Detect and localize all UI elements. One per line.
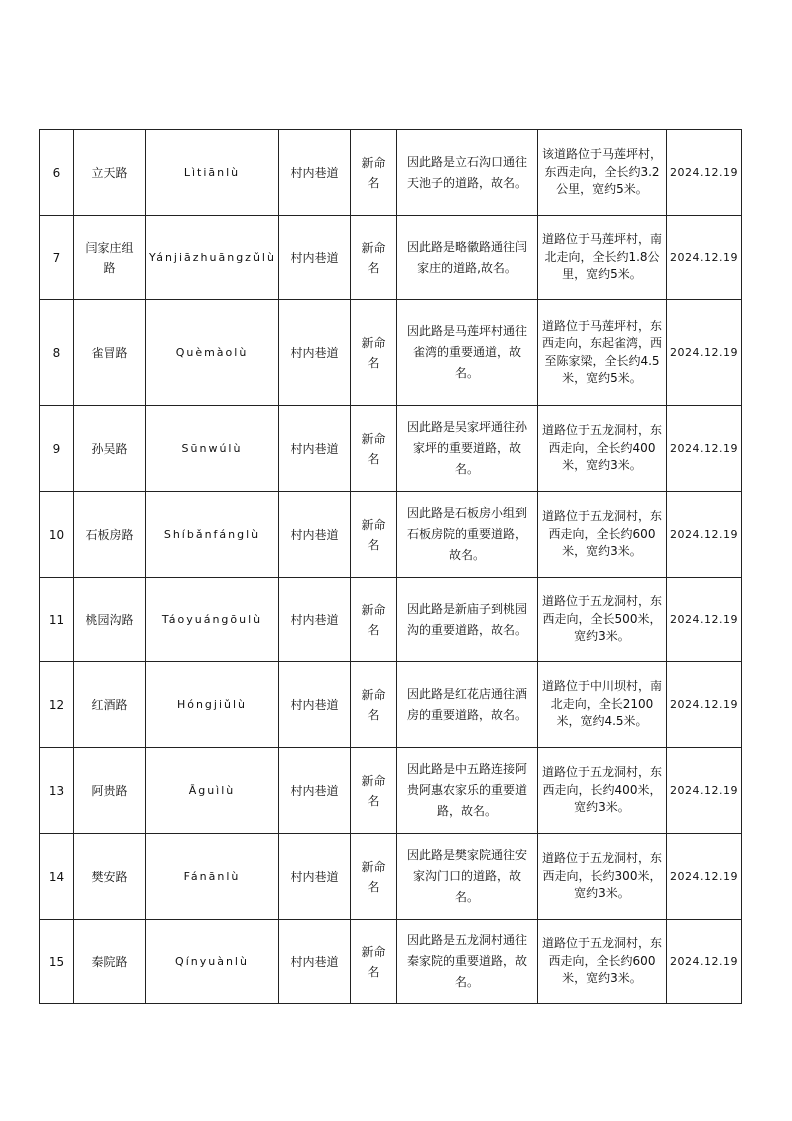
road-name: 立天路 [74, 130, 146, 216]
table-row [40, 492, 742, 578]
table-row [40, 406, 742, 492]
naming-reason: 因此路是新庙子到桃园沟的重要道路，故名。 [397, 578, 538, 662]
road-name: 孙吴路 [74, 406, 146, 492]
road-name: 红酒路 [74, 662, 146, 748]
road-type: 村内巷道 [279, 748, 351, 834]
table-row [40, 834, 742, 920]
road-type: 村内巷道 [279, 834, 351, 920]
row-number: 7 [40, 216, 74, 300]
naming-reason: 因此路是略徽路通往闫家庄的道路,故名。 [397, 216, 538, 300]
road-name: 阿贵路 [74, 748, 146, 834]
table-row [40, 920, 742, 1004]
row-number: 12 [40, 662, 74, 748]
naming-reason: 因此路是立石沟口通往天池子的道路，故名。 [397, 130, 538, 216]
approval-date: 2024.12.19 [667, 662, 742, 748]
row-number: 8 [40, 300, 74, 406]
road-name: 秦院路 [74, 920, 146, 1004]
road-pinyin: Shíbǎnfánglù [146, 492, 279, 578]
road-pinyin: Quèmàolù [146, 300, 279, 406]
road-pinyin: Fánānlù [146, 834, 279, 920]
naming-kind: 新命名 [351, 492, 397, 578]
road-location: 该道路位于马莲坪村，东西走向，全长约3.2公里，宽约5米。 [538, 130, 667, 216]
road-pinyin: Āguìlù [146, 748, 279, 834]
naming-kind: 新命名 [351, 216, 397, 300]
road-name: 桃园沟路 [74, 578, 146, 662]
row-number: 14 [40, 834, 74, 920]
table-row [40, 130, 742, 216]
approval-date: 2024.12.19 [667, 130, 742, 216]
approval-date: 2024.12.19 [667, 920, 742, 1004]
road-type: 村内巷道 [279, 300, 351, 406]
road-location: 道路位于五龙洞村，东西走向，全长约600米，宽约3米。 [538, 920, 667, 1004]
approval-date: 2024.12.19 [667, 300, 742, 406]
road-pinyin: Qínyuànlù [146, 920, 279, 1004]
naming-reason: 因此路是中五路连接阿贵阿惠农家乐的重要道路，故名。 [397, 748, 538, 834]
row-number: 11 [40, 578, 74, 662]
road-name: 樊安路 [74, 834, 146, 920]
road-location: 道路位于中川坝村，南北走向，全长2100米，宽约4.5米。 [538, 662, 667, 748]
naming-reason: 因此路是马莲坪村通往雀湾的重要通道，故名。 [397, 300, 538, 406]
road-pinyin: Táoyuángōulù [146, 578, 279, 662]
row-number: 13 [40, 748, 74, 834]
road-name: 石板房路 [74, 492, 146, 578]
table-row [40, 216, 742, 300]
row-number: 9 [40, 406, 74, 492]
naming-kind: 新命名 [351, 406, 397, 492]
road-type: 村内巷道 [279, 578, 351, 662]
row-number: 15 [40, 920, 74, 1004]
road-type: 村内巷道 [279, 130, 351, 216]
road-location: 道路位于五龙洞村，东西走向，全长500米，宽约3米。 [538, 578, 667, 662]
approval-date: 2024.12.19 [667, 748, 742, 834]
road-pinyin: Lìtiānlù [146, 130, 279, 216]
road-location: 道路位于五龙洞村，东西走向，全长约600米，宽约3米。 [538, 492, 667, 578]
table-row [40, 748, 742, 834]
road-type: 村内巷道 [279, 662, 351, 748]
road-name: 雀冒路 [74, 300, 146, 406]
naming-reason: 因此路是石板房小组到石板房院的重要道路，故名。 [397, 492, 538, 578]
naming-kind: 新命名 [351, 300, 397, 406]
road-location: 道路位于五龙洞村，东西走向，长约300米，宽约3米。 [538, 834, 667, 920]
approval-date: 2024.12.19 [667, 216, 742, 300]
approval-date: 2024.12.19 [667, 492, 742, 578]
approval-date: 2024.12.19 [667, 834, 742, 920]
road-type: 村内巷道 [279, 216, 351, 300]
road-naming-table [39, 129, 742, 1004]
naming-reason: 因此路是五龙洞村通往秦家院的重要道路，故名。 [397, 920, 538, 1004]
table-row [40, 578, 742, 662]
road-location: 道路位于五龙洞村，东西走向，长约400米，宽约3米。 [538, 748, 667, 834]
road-pinyin: Hóngjiǔlù [146, 662, 279, 748]
naming-reason: 因此路是吴家坪通往孙家坪的重要道路，故名。 [397, 406, 538, 492]
naming-kind: 新命名 [351, 662, 397, 748]
road-location: 道路位于马莲坪村，东西走向，东起雀湾，西至陈家梁，全长约4.5米，宽约5米。 [538, 300, 667, 406]
road-name: 闫家庄组路 [74, 216, 146, 300]
approval-date: 2024.12.19 [667, 406, 742, 492]
row-number: 6 [40, 130, 74, 216]
road-pinyin: Sūnwúlù [146, 406, 279, 492]
approval-date: 2024.12.19 [667, 578, 742, 662]
road-pinyin: Yánjiāzhuāngzǔlù [146, 216, 279, 300]
table-body [40, 130, 742, 1004]
row-number: 10 [40, 492, 74, 578]
naming-kind: 新命名 [351, 748, 397, 834]
road-type: 村内巷道 [279, 492, 351, 578]
naming-kind: 新命名 [351, 578, 397, 662]
naming-reason: 因此路是樊家院通往安家沟门口的道路，故名。 [397, 834, 538, 920]
naming-kind: 新命名 [351, 920, 397, 1004]
naming-kind: 新命名 [351, 834, 397, 920]
road-type: 村内巷道 [279, 920, 351, 1004]
road-location: 道路位于五龙洞村，东西走向，全长约400米，宽约3米。 [538, 406, 667, 492]
table-row [40, 662, 742, 748]
table-row [40, 300, 742, 406]
naming-reason: 因此路是红花店通往酒房的重要道路，故名。 [397, 662, 538, 748]
road-location: 道路位于马莲坪村，南北走向，全长约1.8公里，宽约5米。 [538, 216, 667, 300]
naming-kind: 新命名 [351, 130, 397, 216]
road-type: 村内巷道 [279, 406, 351, 492]
